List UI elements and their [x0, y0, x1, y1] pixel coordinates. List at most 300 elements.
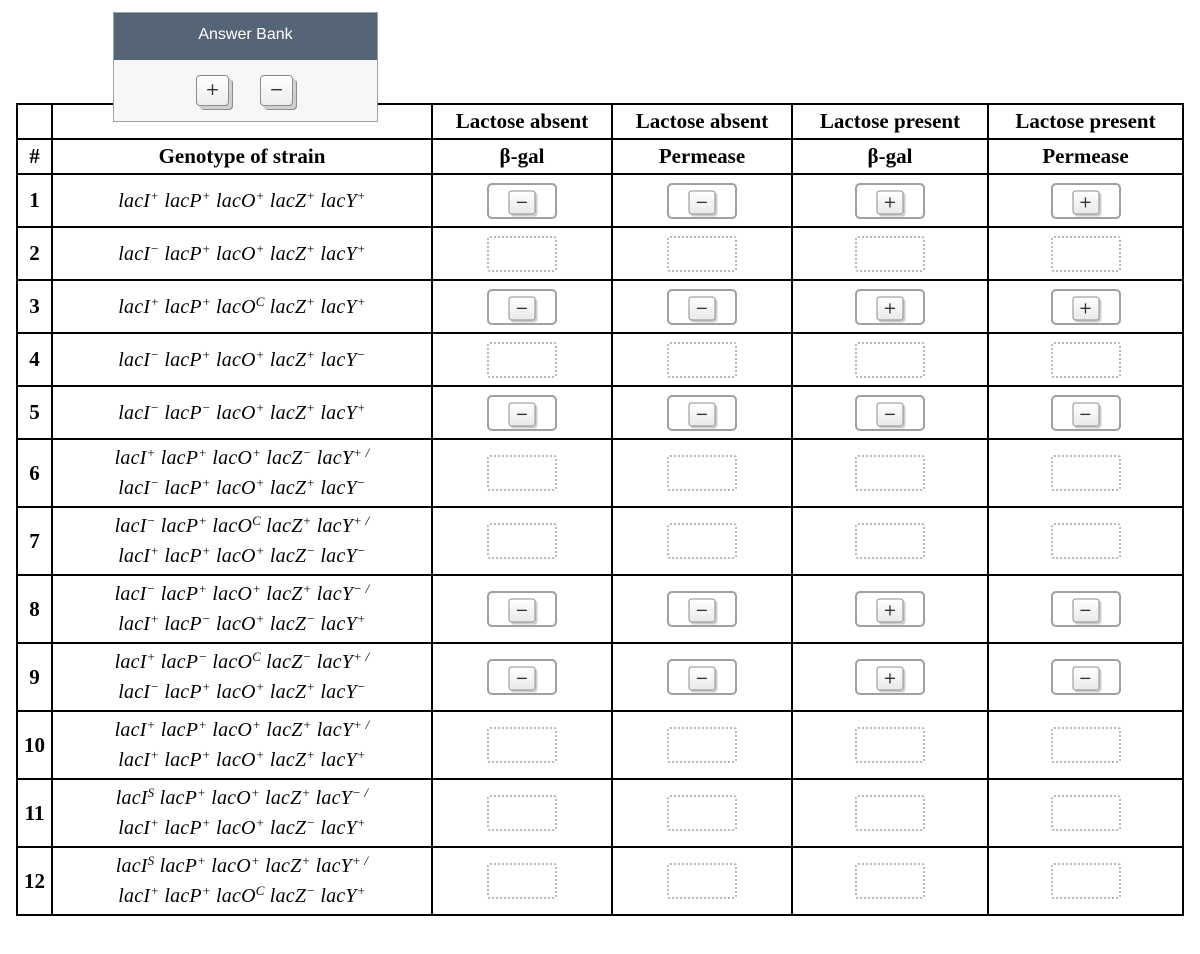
- gene-name: lacI: [118, 749, 151, 771]
- minus-answer-chip[interactable]: −: [509, 402, 536, 426]
- empty-drop-target[interactable]: [855, 523, 925, 559]
- minus-answer-chip[interactable]: −: [509, 666, 536, 690]
- allele-superscript: +: [255, 679, 265, 694]
- minus-answer-chip[interactable]: −: [689, 666, 716, 690]
- gene-name: lacO: [212, 651, 253, 673]
- allele-superscript: −: [146, 513, 156, 528]
- genotype-line: [53, 292, 431, 322]
- gene-name: lacY: [320, 477, 357, 499]
- lac-operon-table: [16, 103, 1184, 916]
- answer-cell-absent-bgal: [432, 386, 612, 439]
- allele-superscript: +: [356, 187, 366, 203]
- gene-name: lacO: [212, 583, 253, 605]
- answer-cell-absent-permease: [612, 779, 792, 847]
- plus-answer-chip[interactable]: +: [877, 190, 904, 214]
- allele-superscript: +: [302, 513, 312, 528]
- allele-superscript: +: [255, 346, 265, 362]
- empty-drop-target[interactable]: [1051, 342, 1121, 378]
- gene-name: lacZ: [269, 242, 307, 265]
- plus-answer-chip[interactable]: +: [877, 296, 904, 320]
- answer-drop-target[interactable]: [487, 289, 557, 325]
- gene-name: lacO: [215, 189, 256, 212]
- answer-cell-absent-permease: [612, 575, 792, 643]
- allele-superscript: +: [252, 445, 262, 460]
- row-number: 9: [17, 643, 52, 711]
- allele-superscript: +: [306, 679, 316, 694]
- answer-cell-absent-bgal: [432, 333, 612, 386]
- allele-superscript: C: [255, 883, 265, 898]
- gene-name: lacZ: [269, 189, 307, 212]
- answer-cell-absent-permease: [612, 643, 792, 711]
- genotype-line: [53, 398, 431, 428]
- allele-superscript: +: [356, 293, 366, 309]
- gene-name: lacI: [114, 447, 147, 469]
- answer-drop-target[interactable]: [667, 183, 737, 219]
- table-row: [17, 439, 1183, 507]
- allele-superscript: +: [150, 815, 160, 830]
- genotype-line: [53, 541, 431, 571]
- empty-drop-target[interactable]: [667, 236, 737, 272]
- empty-drop-target[interactable]: [1051, 727, 1121, 763]
- gene-name: lacO: [215, 613, 256, 635]
- allele-superscript: −: [302, 445, 312, 460]
- header-genotype: Genotype of strain: [52, 139, 432, 174]
- gene-name: lacO: [215, 242, 256, 265]
- allele-superscript: +: [146, 649, 156, 664]
- gene-name: lacO: [212, 515, 253, 537]
- allele-superscript: −: [302, 649, 312, 664]
- allele-superscript: +: [302, 581, 312, 596]
- answer-cell-present-permease: [988, 280, 1183, 333]
- genotype-line: [53, 647, 431, 677]
- answer-bank-title: Answer Bank: [114, 13, 377, 60]
- answer-cell-present-bgal: [792, 439, 988, 507]
- empty-drop-target[interactable]: [855, 236, 925, 272]
- allele-superscript: −: [150, 346, 160, 362]
- answer-cell-absent-bgal: [432, 280, 612, 333]
- empty-drop-target[interactable]: [487, 236, 557, 272]
- allele-superscript: S: [147, 853, 155, 868]
- gene-name: lacO: [215, 477, 256, 499]
- answer-cell-present-permease: [988, 227, 1183, 280]
- table-row: [17, 227, 1183, 280]
- answer-cell-present-permease: [988, 779, 1183, 847]
- answer-cell-absent-permease: [612, 507, 792, 575]
- empty-drop-target[interactable]: [855, 727, 925, 763]
- genotype-cell: [52, 575, 432, 643]
- gene-name: lacP: [164, 295, 202, 318]
- row-number: 6: [17, 439, 52, 507]
- gene-name: lacO: [212, 719, 253, 741]
- empty-drop-target[interactable]: [1051, 795, 1121, 831]
- gene-name: lacI: [118, 681, 151, 703]
- gene-name: lacY: [316, 719, 354, 741]
- table-row: [17, 333, 1183, 386]
- allele-superscript: +: [150, 611, 160, 626]
- plus-answer-chip[interactable]: +: [877, 666, 904, 690]
- header-permease: Permease: [988, 139, 1183, 174]
- answer-cell-present-permease: [988, 847, 1183, 915]
- answer-drop-target[interactable]: [667, 659, 737, 695]
- minus-answer-chip[interactable]: −: [1072, 402, 1099, 426]
- allele-superscript: −: [356, 543, 366, 558]
- allele-superscript: +: [356, 240, 366, 256]
- answer-cell-absent-bgal: [432, 507, 612, 575]
- minus-chip[interactable]: −: [260, 75, 293, 106]
- empty-drop-target[interactable]: [667, 342, 737, 378]
- answer-cell-present-bgal: [792, 227, 988, 280]
- gene-name: lacZ: [269, 749, 307, 771]
- answer-cell-absent-permease: [612, 333, 792, 386]
- allele-superscript: +: [146, 445, 156, 460]
- answer-drop-target[interactable]: [487, 591, 557, 627]
- empty-drop-target[interactable]: [1051, 523, 1121, 559]
- empty-drop-target[interactable]: [855, 795, 925, 831]
- answer-drop-target[interactable]: [487, 183, 557, 219]
- answer-cell-absent-permease: [612, 280, 792, 333]
- genotype-cell: [52, 439, 432, 507]
- allele-superscript: + /: [353, 445, 370, 460]
- answer-cell-present-permease: [988, 507, 1183, 575]
- gene-name: lacP: [160, 583, 199, 605]
- gene-name: lacI: [118, 295, 151, 318]
- allele-superscript: −: [306, 611, 316, 626]
- minus-answer-chip[interactable]: −: [689, 190, 716, 214]
- gene-name: lacY: [316, 515, 354, 537]
- gene-name: lacY: [316, 447, 354, 469]
- allele-superscript: S: [147, 785, 155, 800]
- empty-drop-target[interactable]: [667, 455, 737, 491]
- row-number: 1: [17, 174, 52, 227]
- empty-drop-target[interactable]: [487, 727, 557, 763]
- answer-drop-target[interactable]: [855, 591, 925, 627]
- allele-superscript: +: [201, 679, 211, 694]
- allele-superscript: +: [146, 717, 156, 732]
- answer-cell-absent-bgal: [432, 779, 612, 847]
- answer-cell-absent-bgal: [432, 227, 612, 280]
- answer-cell-present-bgal: [792, 333, 988, 386]
- gene-name: lacY: [320, 817, 357, 839]
- empty-drop-target[interactable]: [667, 863, 737, 899]
- table-row: [17, 711, 1183, 779]
- minus-answer-chip[interactable]: −: [689, 598, 716, 622]
- answer-drop-target[interactable]: [1051, 659, 1121, 695]
- allele-superscript: +: [197, 853, 207, 868]
- empty-drop-target[interactable]: [667, 795, 737, 831]
- gene-name: lacO: [212, 447, 253, 469]
- minus-answer-chip[interactable]: −: [509, 190, 536, 214]
- minus-answer-chip[interactable]: −: [1072, 666, 1099, 690]
- allele-superscript: + /: [352, 853, 369, 868]
- empty-drop-target[interactable]: [855, 455, 925, 491]
- header-lactose-absent-bgal: Lactose absent: [432, 104, 612, 139]
- answer-cell-absent-permease: [612, 847, 792, 915]
- gene-name: lacP: [164, 242, 202, 265]
- gene-name: lacP: [164, 681, 202, 703]
- minus-answer-chip[interactable]: −: [1072, 598, 1099, 622]
- answer-drop-target[interactable]: [855, 395, 925, 431]
- allele-superscript: +: [201, 543, 211, 558]
- allele-superscript: +: [301, 853, 311, 868]
- gene-name: lacY: [320, 242, 357, 265]
- header-number: #: [17, 139, 52, 174]
- allele-superscript: +: [198, 513, 208, 528]
- answer-cell-present-permease: [988, 439, 1183, 507]
- gene-name: lacI: [114, 651, 147, 673]
- gene-name: lacY: [316, 651, 354, 673]
- gene-name: lacI: [118, 242, 151, 265]
- answer-cell-absent-permease: [612, 174, 792, 227]
- gene-name: lacI: [114, 719, 147, 741]
- table-row: [17, 847, 1183, 915]
- answer-cell-present-bgal: [792, 280, 988, 333]
- gene-name: lacI: [118, 189, 151, 212]
- allele-superscript: +: [306, 346, 316, 362]
- header-lactose-present-permease: Lactose present: [988, 104, 1183, 139]
- allele-superscript: +: [255, 187, 265, 203]
- empty-drop-target[interactable]: [1051, 455, 1121, 491]
- genotype-line: [53, 851, 431, 881]
- plus-answer-chip[interactable]: +: [1072, 296, 1099, 320]
- allele-superscript: +: [201, 475, 211, 490]
- gene-name: lacY: [316, 583, 354, 605]
- gene-name: lacZ: [266, 583, 303, 605]
- gene-name: lacZ: [269, 681, 307, 703]
- allele-superscript: +: [356, 611, 366, 626]
- row-number: 11: [17, 779, 52, 847]
- genotype-line: [53, 609, 431, 639]
- answer-cell-present-bgal: [792, 779, 988, 847]
- allele-superscript: +: [198, 717, 208, 732]
- gene-name: lacY: [320, 295, 357, 318]
- allele-superscript: +: [255, 747, 265, 762]
- genotype-line: [53, 186, 431, 216]
- gene-name: lacP: [164, 401, 202, 424]
- row-number: 7: [17, 507, 52, 575]
- table-row: [17, 575, 1183, 643]
- gene-name: lacP: [164, 817, 202, 839]
- gene-name: lacZ: [269, 348, 307, 371]
- gene-name: lacO: [215, 817, 256, 839]
- answer-cell-absent-permease: [612, 227, 792, 280]
- gene-name: lacY: [320, 348, 357, 371]
- row-number: 12: [17, 847, 52, 915]
- allele-superscript: +: [356, 747, 366, 762]
- table-row: [17, 779, 1183, 847]
- answer-cell-present-bgal: [792, 507, 988, 575]
- answer-bank: [113, 12, 378, 122]
- gene-name: lacI: [118, 613, 151, 635]
- allele-superscript: − /: [352, 785, 369, 800]
- allele-superscript: −: [201, 611, 211, 626]
- allele-superscript: +: [255, 399, 265, 415]
- allele-superscript: + /: [353, 717, 370, 732]
- gene-name: lacO: [215, 545, 256, 567]
- allele-superscript: + /: [353, 649, 370, 664]
- allele-superscript: +: [255, 611, 265, 626]
- answer-cell-present-bgal: [792, 575, 988, 643]
- header-lactose-present-bgal: Lactose present: [792, 104, 988, 139]
- gene-name: lacZ: [269, 613, 307, 635]
- answer-cell-present-permease: [988, 643, 1183, 711]
- allele-superscript: + /: [353, 513, 370, 528]
- allele-superscript: +: [306, 747, 316, 762]
- answer-drop-target[interactable]: [855, 183, 925, 219]
- answer-drop-target[interactable]: [487, 395, 557, 431]
- allele-superscript: +: [150, 543, 160, 558]
- answer-cell-absent-permease: [612, 711, 792, 779]
- empty-drop-target[interactable]: [667, 727, 737, 763]
- answer-cell-absent-bgal: [432, 174, 612, 227]
- minus-answer-chip[interactable]: −: [509, 296, 536, 320]
- gene-name: lacY: [320, 613, 357, 635]
- gene-name: lacZ: [265, 855, 302, 877]
- minus-answer-chip[interactable]: −: [877, 402, 904, 426]
- empty-drop-target[interactable]: [487, 342, 557, 378]
- header-permease: Permease: [612, 139, 792, 174]
- gene-name: lacO: [215, 681, 256, 703]
- answer-cell-absent-bgal: [432, 711, 612, 779]
- gene-name: lacZ: [266, 719, 303, 741]
- answer-drop-target[interactable]: [855, 289, 925, 325]
- gene-name: lacP: [164, 189, 202, 212]
- gene-name: lacZ: [266, 515, 303, 537]
- empty-drop-target[interactable]: [487, 523, 557, 559]
- answer-drop-target[interactable]: [667, 395, 737, 431]
- answer-drop-target[interactable]: [1051, 289, 1121, 325]
- allele-superscript: −: [356, 475, 366, 490]
- allele-superscript: +: [250, 853, 260, 868]
- gene-name: lacY: [315, 787, 352, 809]
- allele-superscript: − /: [353, 581, 370, 596]
- allele-superscript: +: [201, 187, 211, 203]
- allele-superscript: +: [201, 815, 211, 830]
- gene-name: lacI: [118, 477, 151, 499]
- genotype-line: [53, 745, 431, 775]
- answer-drop-target[interactable]: [487, 659, 557, 695]
- answer-drop-target[interactable]: [1051, 395, 1121, 431]
- answer-cell-present-bgal: [792, 847, 988, 915]
- empty-drop-target[interactable]: [487, 455, 557, 491]
- gene-name: lacI: [118, 885, 151, 907]
- plus-chip[interactable]: +: [196, 75, 229, 106]
- gene-name: lacP: [160, 447, 199, 469]
- answer-cell-present-bgal: [792, 711, 988, 779]
- answer-drop-target[interactable]: [855, 659, 925, 695]
- allele-superscript: C: [255, 293, 265, 309]
- row-number: 8: [17, 575, 52, 643]
- gene-name: lacP: [164, 477, 202, 499]
- empty-drop-target[interactable]: [1051, 863, 1121, 899]
- answer-drop-target[interactable]: [667, 289, 737, 325]
- gene-name: lacZ: [269, 295, 307, 318]
- gene-name: lacZ: [266, 447, 303, 469]
- allele-superscript: +: [306, 240, 316, 256]
- plus-answer-chip[interactable]: +: [877, 598, 904, 622]
- gene-name: lacP: [159, 855, 198, 877]
- answer-cell-present-permease: [988, 333, 1183, 386]
- answer-cell-absent-bgal: [432, 643, 612, 711]
- gene-name: lacY: [320, 885, 357, 907]
- gene-name: lacZ: [269, 885, 307, 907]
- gene-name: lacO: [211, 855, 251, 877]
- gene-name: lacO: [216, 295, 256, 318]
- genotype-line: [53, 715, 431, 745]
- minus-answer-chip[interactable]: −: [689, 296, 716, 320]
- allele-superscript: −: [150, 399, 160, 415]
- genotype-cell: [52, 711, 432, 779]
- allele-superscript: +: [255, 475, 265, 490]
- allele-superscript: +: [250, 785, 260, 800]
- allele-superscript: +: [306, 399, 316, 415]
- empty-drop-target[interactable]: [487, 795, 557, 831]
- empty-drop-target[interactable]: [487, 863, 557, 899]
- gene-name: lacZ: [269, 545, 307, 567]
- allele-superscript: −: [146, 581, 156, 596]
- genotype-line: [53, 345, 431, 375]
- minus-answer-chip[interactable]: −: [509, 598, 536, 622]
- gene-name: lacI: [115, 855, 148, 877]
- empty-drop-target[interactable]: [855, 863, 925, 899]
- gene-name: lacO: [215, 401, 256, 424]
- allele-superscript: +: [150, 883, 160, 898]
- allele-superscript: +: [201, 747, 211, 762]
- minus-answer-chip[interactable]: −: [689, 402, 716, 426]
- header-bgal: β-gal: [792, 139, 988, 174]
- answer-cell-present-permease: [988, 386, 1183, 439]
- allele-superscript: +: [150, 293, 160, 309]
- answer-cell-present-permease: [988, 711, 1183, 779]
- answer-drop-target[interactable]: [1051, 183, 1121, 219]
- allele-superscript: +: [255, 543, 265, 558]
- allele-superscript: −: [356, 346, 366, 362]
- gene-name: lacP: [164, 613, 202, 635]
- allele-superscript: +: [356, 815, 366, 830]
- empty-drop-target[interactable]: [1051, 236, 1121, 272]
- allele-superscript: +: [197, 785, 207, 800]
- empty-drop-target[interactable]: [667, 523, 737, 559]
- genotype-cell: [52, 847, 432, 915]
- allele-superscript: +: [252, 581, 262, 596]
- table-row: [17, 643, 1183, 711]
- answer-drop-target[interactable]: [1051, 591, 1121, 627]
- gene-name: lacI: [118, 545, 151, 567]
- genotype-line: [53, 443, 431, 473]
- allele-superscript: −: [150, 679, 160, 694]
- table-row: [17, 174, 1183, 227]
- gene-name: lacI: [118, 817, 151, 839]
- plus-answer-chip[interactable]: +: [1072, 190, 1099, 214]
- allele-superscript: +: [201, 293, 211, 309]
- answer-cell-present-bgal: [792, 643, 988, 711]
- allele-superscript: +: [150, 187, 160, 203]
- genotype-line: [53, 881, 431, 911]
- genotype-line: [53, 813, 431, 843]
- gene-name: lacP: [164, 749, 202, 771]
- gene-name: lacO: [216, 885, 256, 907]
- table-row: [17, 386, 1183, 439]
- genotype-line: [53, 783, 431, 813]
- answer-cell-absent-bgal: [432, 439, 612, 507]
- gene-name: lacZ: [265, 787, 302, 809]
- answer-drop-target[interactable]: [667, 591, 737, 627]
- genotype-cell: [52, 333, 432, 386]
- empty-drop-target[interactable]: [855, 342, 925, 378]
- gene-name: lacY: [320, 749, 357, 771]
- genotype-cell: [52, 280, 432, 333]
- header-blank-num: [17, 104, 52, 139]
- row-number: 4: [17, 333, 52, 386]
